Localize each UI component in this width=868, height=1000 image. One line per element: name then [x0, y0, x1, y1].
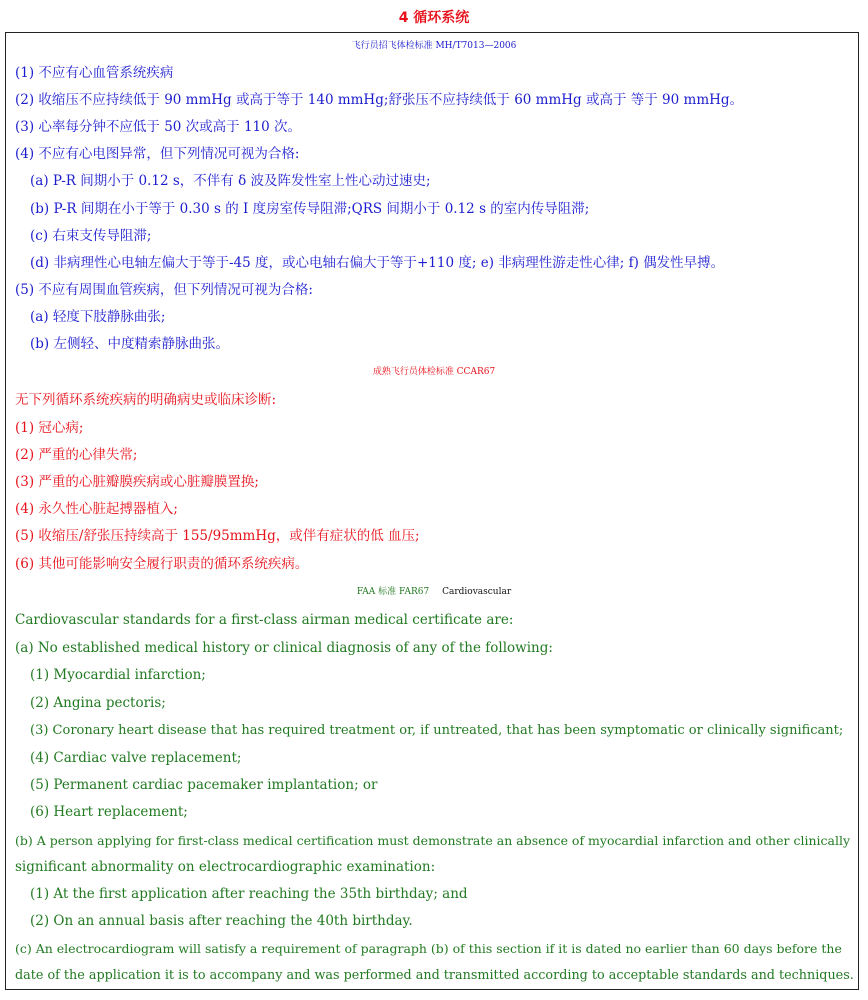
ccar-item: (4) 永久性心脏起搏器植入;: [15, 501, 178, 517]
mh-item: (1) 不应有心血管系统疾病: [15, 65, 174, 81]
mh-heading: 飞行员招飞体检标准 MH/T7013—2006: [351, 41, 517, 51]
mh-vein-subitem: (a) 轻度下肢静脉曲张;: [30, 309, 166, 325]
ccar-item: (6) 其他可能影响安全履行职责的循环系统疾病。: [15, 556, 309, 572]
mh-item: (5) 不应有周围血管疾病，但下列情况可视为合格:: [15, 282, 313, 298]
ccar-item: (5) 收缩压/舒张压持续高于 155/95mmHg，或伴有症状的低 血压;: [15, 528, 420, 544]
faa-paragraph-a: (a) No established medical history or clinical diagnosis of any of the following:: [15, 640, 553, 656]
mh-ecg-subitem: (d) 非病理性心电轴左偏大于等于-45 度，或心电轴右偏大于等于+110 度; e) 非病理性游走性心律; f) 偶发性早搏。: [30, 255, 725, 271]
faa-b-item: (2) On an annual basis after reaching the 40th birthday.: [30, 913, 413, 929]
mh-item: (4) 不应有心电图异常，但下列情况可视为合格:: [15, 146, 300, 162]
mh-ecg-subitem: (b) P-R 间期在小于等于 0.30 s 的 I 度房室传导阻滞;QRS 间期小于 0.12 s 的室内传导阻滞;: [30, 201, 590, 217]
mh-ecg-subitem: (a) P-R 间期小于 0.12 s，不伴有 δ 波及阵发性室上性心动过速史;: [30, 173, 431, 189]
faa-a-item: (1) Myocardial infarction;: [30, 667, 206, 683]
faa-paragraph-c: (c) An electrocardiogram will satisfy a requirement of paragraph (b) of this section if it is dated no earlier than 60 days before the: [15, 941, 842, 956]
ccar-item: (3) 严重的心脏瓣膜疾病或心脏瓣膜置换;: [15, 474, 259, 490]
faa-a-item: (3) Coronary heart disease that has required treatment or, if untreated, that has been symptomatic or clinically significant;: [30, 723, 844, 738]
mh-item: (3) 心率每分钟不应低于 50 次或高于 110 次。: [15, 119, 302, 135]
mh-vein-subitem: (b) 左侧轻、中度精索静脉曲张。: [30, 336, 229, 352]
faa-intro: Cardiovascular standards for a first-class airman medical certificate are:: [15, 612, 514, 628]
faa-heading: [0, 579, 868, 606]
ccar-item: (1) 冠心病;: [15, 420, 84, 436]
faa-a-item: (5) Permanent cardiac pacemaker implantation; or: [30, 777, 378, 793]
faa-a-item: (4) Cardiac valve replacement;: [30, 750, 242, 766]
mh-item: (2) 收缩压不应持续低于 90 mmHg 或高于等于 140 mmHg;舒张压不应持续低于 60 mmHg 或高于 等于 90 mmHg。: [15, 92, 744, 108]
faa-paragraph-c-cont: date of the application it is to accompany and was performed and transmitted according to acceptable standards and techniques.: [15, 968, 854, 983]
faa-a-item: (6) Heart replacement;: [30, 804, 188, 820]
faa-paragraph-b-cont: significant abnormality on electrocardiographic examination:: [15, 859, 436, 875]
ccar-intro: 无下列循环系统疾病的明确病史或临床诊断:: [15, 392, 277, 408]
mh-ecg-subitem: (c) 右束支传导阻滞;: [30, 228, 152, 244]
ccar-item: (2) 严重的心律失常;: [15, 447, 138, 463]
faa-heading-english: Cardiovascular: [442, 587, 512, 597]
faa-paragraph-b: (b) A person applying for first-class medical certification must demonstrate an absence of myocardial infarction and other clinically: [15, 833, 851, 848]
faa-a-item: (2) Angina pectoris;: [30, 695, 166, 711]
faa-b-item: (1) At the first application after reaching the 35th birthday; and: [30, 886, 468, 902]
page-title: 4 循环系统: [398, 10, 470, 26]
ccar-heading: 成熟飞行员体检标准 CCAR67: [372, 367, 496, 377]
faa-heading-label: FAA 标准 FAR67: [356, 587, 430, 597]
